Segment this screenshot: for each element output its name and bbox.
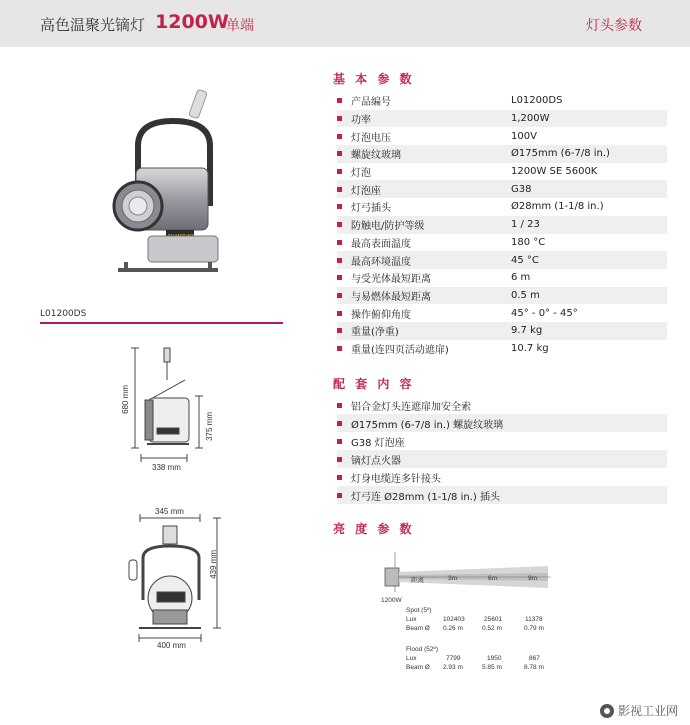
spec-row (337, 92, 667, 110)
specs-heading: 基 本 参 数 (333, 72, 415, 86)
accessory-label: 铝合金灯头连遮扉加安全索 (351, 401, 471, 413)
side-body-height-label: 375 mm (205, 412, 214, 441)
bullet-icon (337, 187, 342, 192)
spec-value: 45 °C (511, 254, 539, 266)
accessory-item (337, 432, 667, 450)
spot-beam-label: Beam Ø (406, 625, 430, 632)
spec-label: 防触电/防护等级 (351, 221, 425, 233)
spec-label: 产品编号 (351, 97, 391, 109)
spec-value: 6 m (511, 272, 531, 284)
product-wattage: 1200W (155, 11, 229, 33)
bullet-icon (337, 421, 342, 426)
accessory-label: Ø175mm (6-7/8 in.) 螺旋纹玻璃 (351, 419, 504, 431)
bullet-icon (337, 116, 342, 121)
spec-row (337, 180, 667, 198)
spec-label: 重量(净重) (351, 327, 399, 339)
flood-beam-label: Beam Ø (406, 664, 430, 671)
spec-row (337, 287, 667, 305)
spec-row (337, 322, 667, 340)
caption-divider (40, 322, 283, 324)
bullet-icon (337, 275, 342, 280)
accessory-label: 灯身电缆连多针接头 (351, 473, 441, 485)
bullet-icon (337, 457, 342, 462)
accessory-item (337, 414, 667, 432)
fixture-photo (98, 86, 228, 286)
spec-label: 功率 (351, 115, 371, 127)
product-caption: L01200DS (40, 309, 87, 319)
flood-lux-9m: 867 (529, 655, 540, 662)
section-title: 灯头参数 (586, 18, 642, 34)
bullet-icon (337, 311, 342, 316)
spec-row (337, 145, 667, 163)
distance-3m: 3m (448, 575, 458, 582)
spot-title: Spot (5º) (406, 607, 432, 614)
spec-value: G38 (511, 183, 532, 195)
watermark (600, 702, 678, 719)
spec-value: L01200DS (511, 95, 563, 107)
bullet-icon (337, 98, 342, 103)
accessory-item (337, 468, 667, 486)
page-header (0, 0, 690, 47)
flood-beam-3m: 2.93 m (443, 664, 463, 671)
spot-lux-label: Lux (406, 616, 417, 623)
spec-value: 100V (511, 130, 537, 142)
spec-label: 灯泡电压 (351, 132, 391, 144)
spec-value: 1 / 23 (511, 219, 540, 231)
spec-value: 1,200W (511, 113, 550, 125)
bullet-icon (337, 403, 342, 408)
spec-label: 与受光体最短距离 (351, 274, 431, 286)
beam-diagram (373, 548, 573, 608)
spot-lux-6m: 25601 (484, 616, 503, 623)
spec-row (337, 304, 667, 322)
spec-value: 1200W SE 5600K (511, 166, 598, 178)
accessory-label: 灯弓连 Ø28mm (1-1/8 in.) 插头 (351, 491, 500, 503)
bullet-icon (337, 293, 342, 298)
side-dimension-drawing (125, 340, 235, 475)
front-width-label: 400 mm (157, 641, 186, 650)
accessory-item (337, 450, 667, 468)
accessory-label: G38 灯泡座 (351, 437, 405, 449)
product-title: 高色温聚光镝灯 (40, 16, 146, 34)
spec-row (337, 163, 667, 181)
spec-label: 与易燃体最短距离 (351, 291, 431, 303)
spot-lux-3m: 102403 (443, 616, 465, 623)
side-width-label: 338 mm (152, 463, 181, 472)
flood-lux-6m: 1950 (487, 655, 502, 662)
bullet-icon (337, 151, 342, 156)
spec-label: 重量(连四页活动遮扉) (351, 344, 449, 356)
spec-row (337, 110, 667, 128)
spec-label: 灯弓插头 (351, 203, 391, 215)
bullet-icon (337, 475, 342, 480)
bullet-icon (337, 240, 342, 245)
front-height-label: 439 mm (209, 550, 218, 579)
accessory-list (337, 396, 667, 504)
spec-row (337, 216, 667, 234)
spec-value: 0.5 m (511, 289, 540, 301)
accessories-heading: 配 套 内 容 (333, 377, 415, 391)
spec-list (337, 92, 667, 357)
flood-title: Flood (52º) (406, 646, 438, 653)
spec-label: 操作俯仰角度 (351, 309, 411, 321)
brightness-heading: 亮 度 参 数 (333, 522, 415, 536)
side-height-label: 680 mm (121, 385, 130, 414)
accessory-item (337, 396, 667, 414)
spec-value: 10.7 kg (511, 342, 549, 354)
bullet-icon (337, 346, 342, 351)
spot-beam-9m: 0.79 m (524, 625, 544, 632)
accessory-label: 镝灯点火器 (351, 455, 401, 467)
spot-beam-6m: 0.52 m (482, 625, 502, 632)
spec-row (337, 269, 667, 287)
flood-beam-9m: 8.78 m (524, 664, 544, 671)
flood-beam-6m: 5.85 m (482, 664, 502, 671)
spec-value: Ø28mm (1-1/8 in.) (511, 201, 604, 213)
spec-row (337, 251, 667, 269)
front-dimension-drawing (115, 510, 235, 655)
photometric-table (373, 548, 573, 678)
accessory-item (337, 486, 667, 504)
camera-icon (600, 704, 614, 718)
flood-lux-3m: 7799 (446, 655, 461, 662)
bullet-icon (337, 222, 342, 227)
spec-label: 最高表面温度 (351, 238, 411, 250)
spec-value: 9.7 kg (511, 325, 543, 337)
spot-lux-9m: 11378 (525, 616, 543, 623)
spec-value: 45° - 0° - 45° (511, 307, 578, 319)
distance-6m: 6m (488, 575, 498, 582)
bullet-icon (337, 328, 342, 333)
distance-9m: 9m (528, 575, 538, 582)
spec-row (337, 234, 667, 252)
product-variant: 单端 (226, 18, 254, 34)
spec-label: 最高环境温度 (351, 256, 411, 268)
spec-value: Ø175mm (6-7/8 in.) (511, 148, 610, 160)
bullet-icon (337, 169, 342, 174)
spec-label: 螺旋纹玻璃 (351, 150, 401, 162)
bullet-icon (337, 258, 342, 263)
bullet-icon (337, 439, 342, 444)
spec-label: 灯泡座 (351, 185, 381, 197)
bullet-icon (337, 204, 342, 209)
distance-label: 距离 (411, 577, 424, 584)
spec-row (337, 127, 667, 145)
bullet-icon (337, 134, 342, 139)
spec-value: 180 °C (511, 236, 546, 248)
front-top-width-label: 345 mm (155, 507, 184, 516)
spec-row (337, 198, 667, 216)
lamp-label: 1200W (381, 597, 402, 604)
watermark-text: 影视工业网 (617, 704, 678, 718)
flood-lux-label: Lux (406, 655, 417, 662)
spec-row (337, 340, 667, 358)
bullet-icon (337, 493, 342, 498)
spec-label: 灯泡 (351, 168, 371, 180)
spot-beam-3m: 0.26 m (443, 625, 463, 632)
